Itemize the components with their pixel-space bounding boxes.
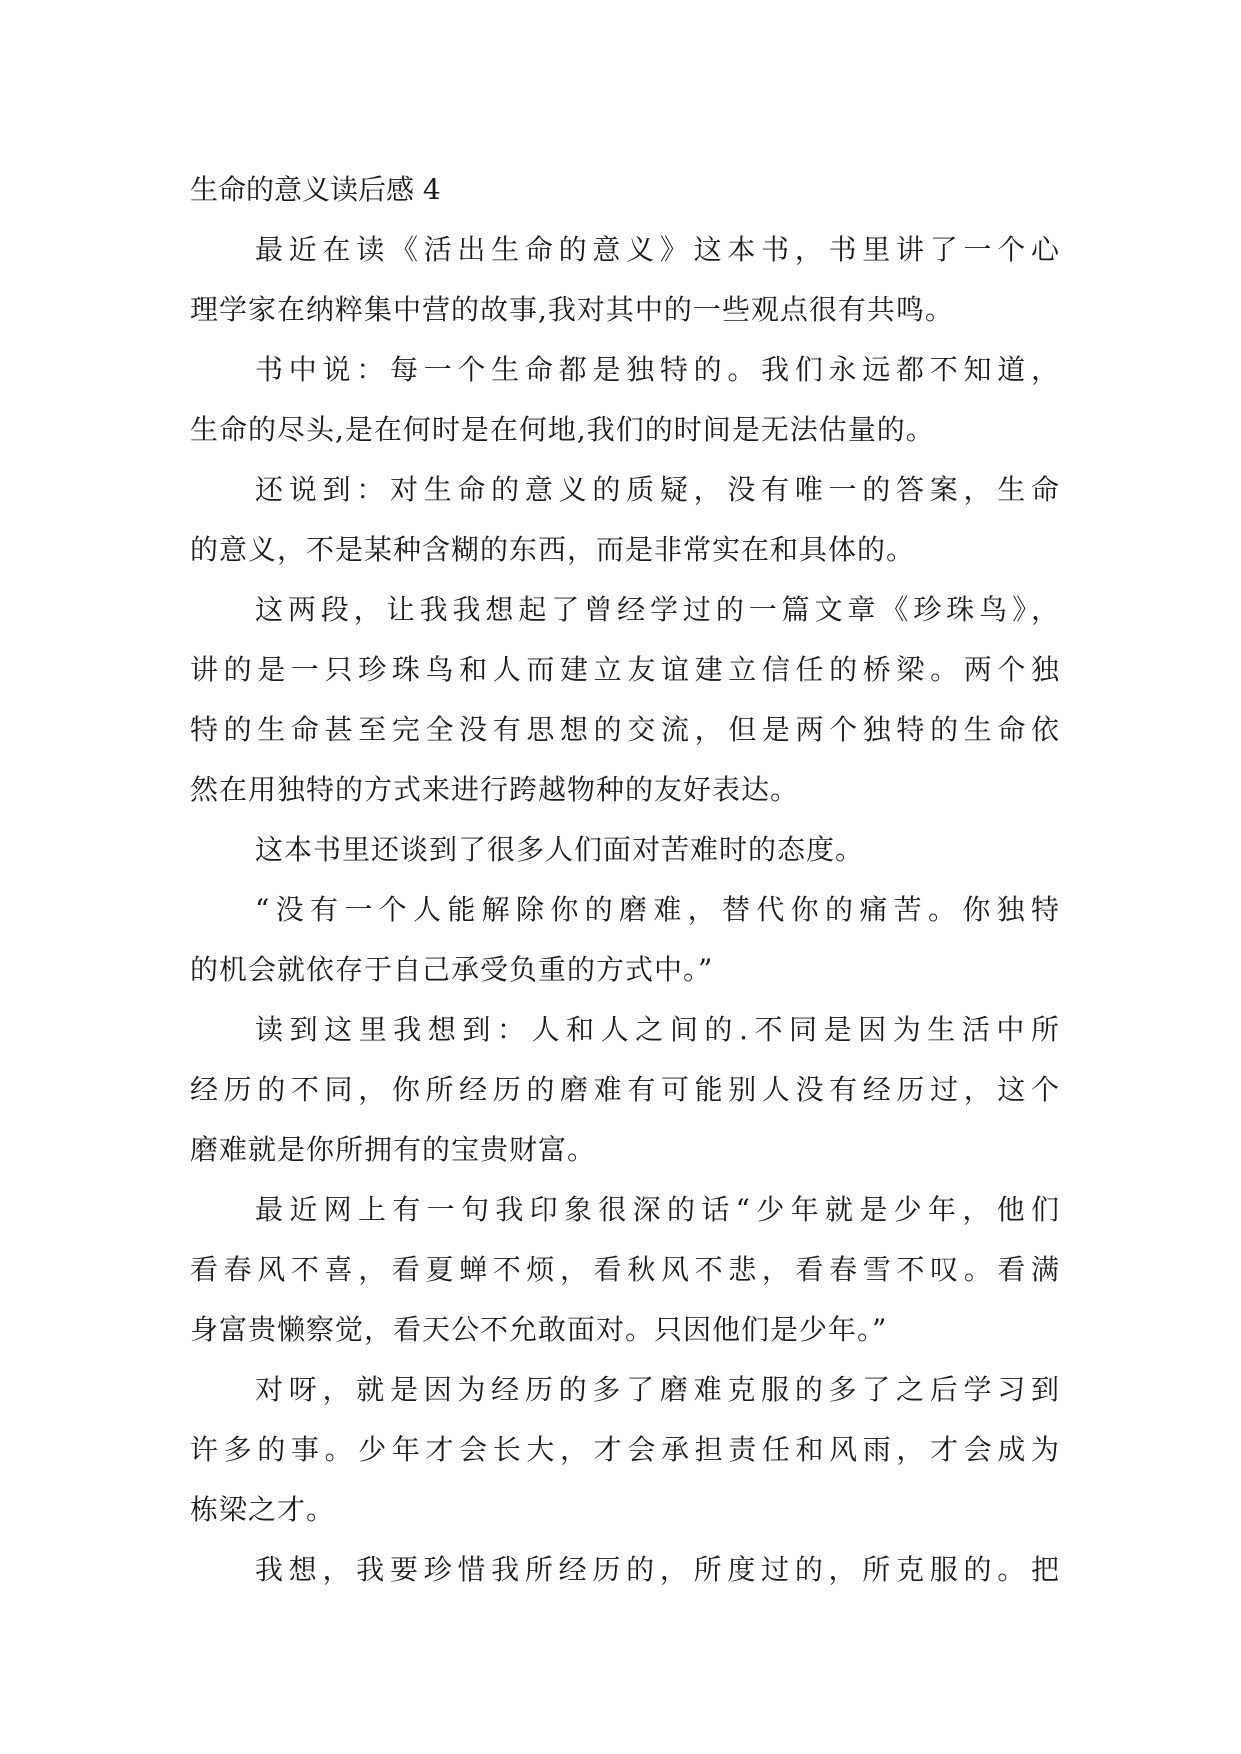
body-line: 这两段，让我我想起了曾经学过的一篇文章《珍珠鸟》， (255, 593, 1060, 626)
body-line: 生命的尽头,是在何时是在何地,我们的时间是无法估量的。 (190, 413, 935, 446)
body-line: 读到这里我想到：人和人之间的.不同是因为生活中所 (255, 1013, 1060, 1046)
document-page (190, 160, 1060, 1600)
body-line: 身富贵懒察觉，看天公不允敢面对。只因他们是少年。” (190, 1313, 888, 1346)
body-line: 最近在读《活出生命的意义》这本书，书里讲了一个心 (255, 233, 1060, 266)
body-line: 特的生命甚至完全没有思想的交流，但是两个独特的生命依 (190, 713, 1060, 746)
body-line: 我想，我要珍惜我所经历的，所度过的，所克服的。把 (255, 1553, 1060, 1586)
body-line: 这本书里还谈到了很多人们面对苦难时的态度。 (255, 833, 865, 866)
document-body (190, 220, 1060, 1600)
body-line: 的意义，不是某种含糊的东西，而是非常实在和具体的。 (190, 533, 916, 566)
body-line: 讲的是一只珍珠鸟和人而建立友谊建立信任的桥梁。两个独 (190, 653, 1060, 686)
body-line: 对呀，就是因为经历的多了磨难克服的多了之后学习到 (255, 1373, 1060, 1406)
body-line: 还说到：对生命的意义的质疑，没有唯一的答案，生命 (255, 473, 1060, 506)
body-line: 最近网上有一句我印象很深的话“少年就是少年，他们 (255, 1193, 1060, 1226)
body-line: 理学家在纳粹集中营的故事,我对其中的一些观点很有共鸣。 (190, 293, 954, 326)
body-line: 书中说：每一个生命都是独特的。我们永远都不知道， (255, 353, 1060, 386)
body-line: 的机会就依存于自己承受负重的方式中。” (190, 953, 714, 986)
body-line: 磨难就是你所拥有的宝贵财富。 (190, 1133, 597, 1166)
body-line: 许多的事。少年才会长大，才会承担责任和风雨，才会成为 (190, 1433, 1060, 1466)
document-title: 生命的意义读后感 4 (190, 173, 441, 206)
body-line: 然在用独特的方式来进行跨越物种的友好表达。 (190, 773, 800, 806)
body-line: 栋梁之才。 (190, 1493, 336, 1526)
body-line: “没有一个人能解除你的磨难，替代你的痛苦。你独特 (255, 893, 1060, 926)
body-line: 经历的不同，你所经历的磨难有可能别人没有经历过，这个 (190, 1073, 1060, 1106)
body-line: 看春风不喜，看夏蝉不烦，看秋风不悲，看春雪不叹。看满 (190, 1253, 1060, 1286)
